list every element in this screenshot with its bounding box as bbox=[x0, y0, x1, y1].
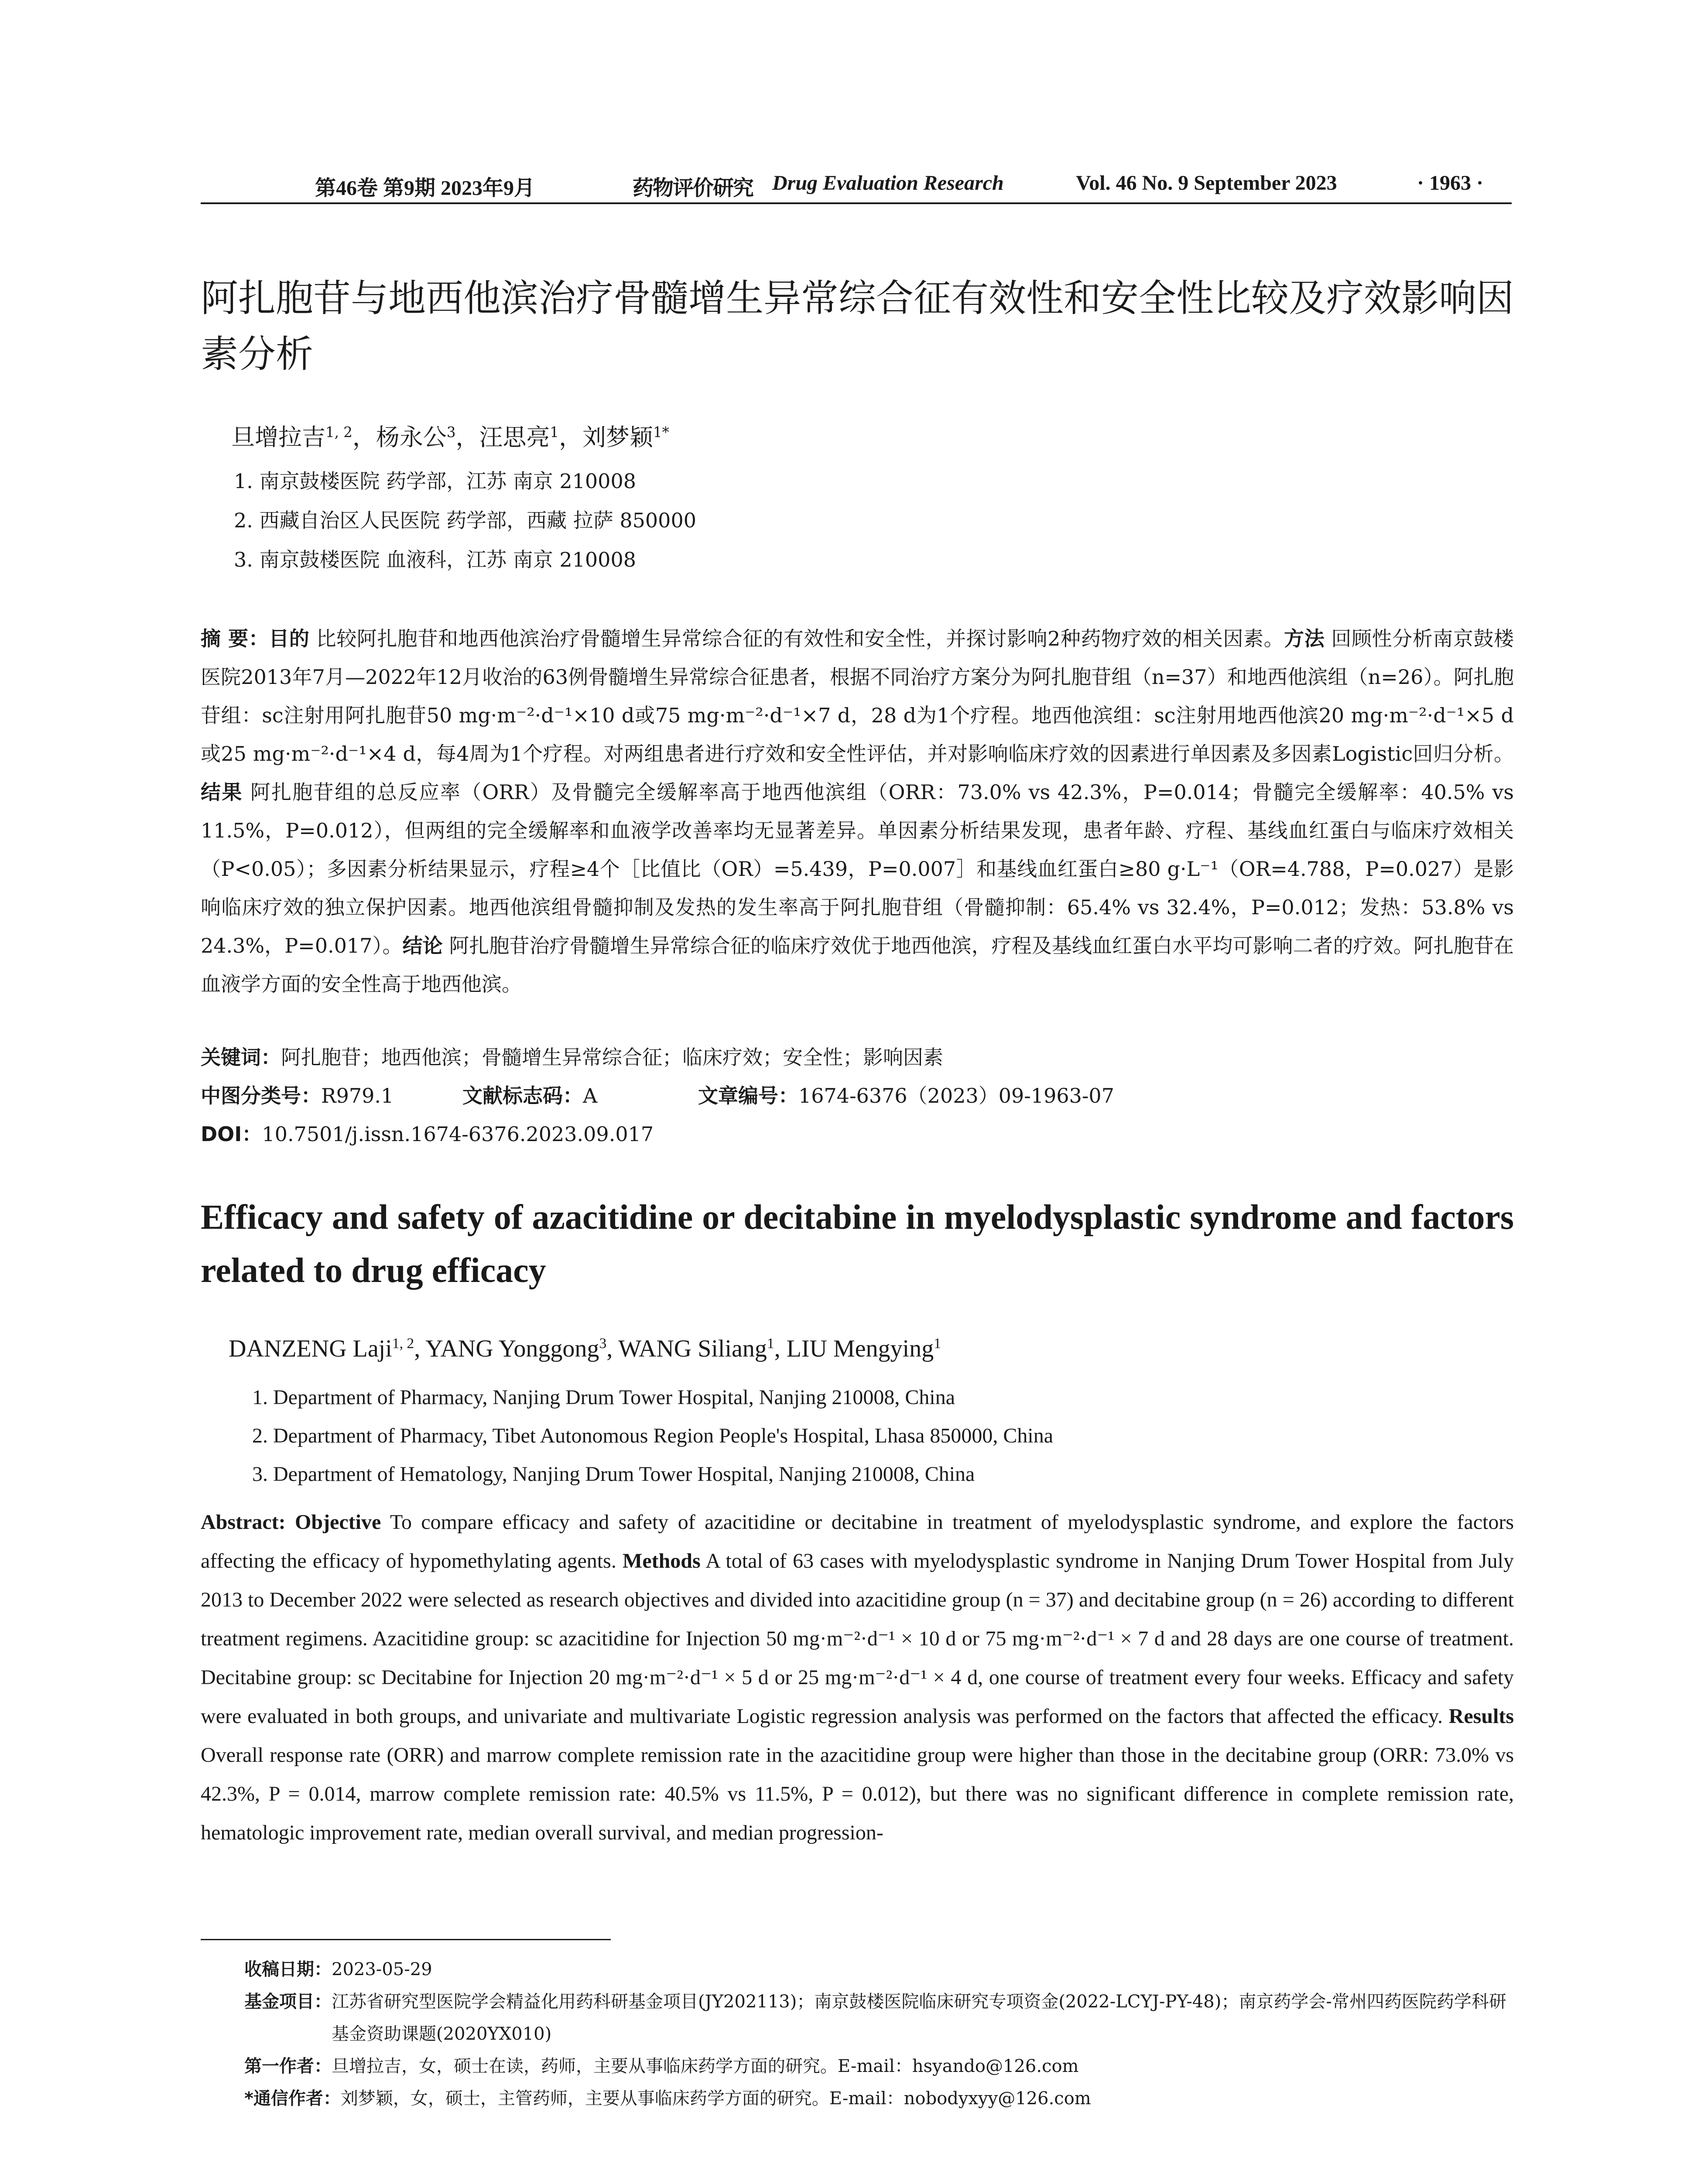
cn-objective-text: 比较阿扎胞苷和地西他滨治疗骨髓增生异常综合征的有效性和安全性，并探讨影响2种药物疗效的相关因素。 bbox=[316, 627, 1284, 650]
en-affiliation: 2. Department of Pharmacy, Tibet Autonomous Region People's Hospital, Lhasa 850000, China bbox=[252, 1424, 1054, 1447]
cn-author-name: 杨永公 bbox=[376, 424, 447, 451]
cn-affiliation: 3. 南京鼓楼医院 血液科，江苏 南京 210008 bbox=[234, 548, 636, 571]
en-methods-label: Methods bbox=[623, 1549, 701, 1573]
cn-keywords-label: 关键词： bbox=[201, 1046, 281, 1069]
cn-doi-label: DOI： bbox=[201, 1122, 262, 1146]
en-author-name: WANG Siliang bbox=[618, 1335, 767, 1362]
cn-classification: R979.1 bbox=[321, 1084, 394, 1108]
en-title: Efficacy and safety of azacitidine or decitabine in myelodysplastic syndrome and factors related to drug efficacy bbox=[201, 1198, 1514, 1290]
cn-keywords: 阿扎胞苷；地西他滨；骨髓增生异常综合征；临床疗效；安全性；影响因素 bbox=[281, 1046, 943, 1069]
footnote-label: 收稿日期： bbox=[244, 1959, 332, 1979]
cn-abstract-label: 摘 要： bbox=[201, 627, 269, 650]
en-author-affil-mark: 1, 2 bbox=[392, 1335, 414, 1352]
en-results-text: Overall response rate (ORR) and marrow complete remission rate in the azacitidine group were higher than those in the decitabine group (ORR: 73.0% vs 42.3%, P = 0.014, marrow complete remission rate: 40.5% vs 11.5%, P = 0.012), but there was no significant difference in complete remission rate, hematologic improvement rate, median overall survival, and median progression- bbox=[201, 1743, 1514, 1844]
en-affiliation: 3. Department of Hematology, Nanjing Drum Tower Hospital, Nanjing 210008, China bbox=[252, 1463, 975, 1486]
en-affiliation: 1. Department of Pharmacy, Nanjing Drum Tower Hospital, Nanjing 210008, China bbox=[252, 1386, 955, 1409]
cn-methods-label: 方法 bbox=[1284, 627, 1325, 650]
cn-author-name: 刘梦颖 bbox=[582, 424, 654, 451]
en-author-list: DANZENG Laji$^{1, 2}$, YANG Yonggong$^3$, WANG Siliang$^1$, LIU Mengying$^1$ bbox=[229, 1335, 941, 1362]
en-author-name: DANZENG Laji bbox=[229, 1335, 392, 1362]
cn-article-no: 1674-6376（2023）09-1963-07 bbox=[798, 1084, 1114, 1108]
cn-title: 阿扎胞苷与地西他滨治疗骨髓增生异常综合征有效性和安全性比较及疗效影响因素分析 bbox=[201, 277, 1514, 376]
cn-affiliation: 1. 南京鼓楼医院 药学部，江苏 南京 210008 bbox=[234, 469, 636, 493]
cn-conclusion-label: 结论 bbox=[402, 934, 443, 957]
header-journal-cn: 药物评价研究 bbox=[633, 176, 753, 200]
header-issue-cn: 第46卷 第9期 2023年9月 bbox=[315, 177, 535, 200]
cn-doc-code: A bbox=[583, 1084, 598, 1108]
en-author-affil-mark: 1 bbox=[934, 1335, 941, 1352]
cn-author-name: 旦增拉吉 bbox=[231, 424, 325, 451]
cn-abstract bbox=[201, 619, 1514, 1003]
cn-classification-label: 中图分类号： bbox=[201, 1084, 321, 1108]
cn-objective-label: 目的 bbox=[269, 627, 310, 650]
cn-author-list: 旦增拉吉$^{1, 2}$，杨永公$^3$，汪思亮$^1$，刘梦颖$^{1*}$ bbox=[231, 424, 669, 451]
en-objective-label: Objective bbox=[295, 1511, 381, 1534]
footnote-text: 2023-05-29 bbox=[332, 1959, 432, 1979]
en-abstract bbox=[201, 1503, 1514, 1852]
header-rule bbox=[201, 202, 1512, 204]
cn-author-affil-mark: 1, 2 bbox=[325, 424, 353, 441]
en-methods-text: A total of 63 cases with myelodysplastic syndrome in Nanjing Drum Tower Hospital from July 2013 to December 2022 were selected as research objectives and divided into azacitidine group (n = 37) and decitabine group (n = 26) according to different treatment regimens. Azacitidine group: sc azacitidine for Injection 50 mg·m⁻²·d⁻¹ × 10 d or 75 mg·m⁻²·d⁻¹ × 7 d and 28 days are one course of treatment. Decitabine group: sc Decitabine for Injection 20 mg·m⁻²·d⁻¹ × 5 d or 25 mg·m⁻²·d⁻¹ × 4 d, one course of treatment every four weeks. Efficacy and safety were evaluated in both groups, and univariate and multivariate Logistic regression analysis was performed on the factors that affected the efficacy. bbox=[201, 1549, 1514, 1728]
footnote-received bbox=[244, 1953, 1514, 1986]
footnote-funding bbox=[244, 1986, 1514, 2050]
cn-author-affil-mark: 1 bbox=[550, 424, 559, 441]
en-author-affil-mark: 3 bbox=[599, 1335, 607, 1352]
header-page-number: · 1963 · bbox=[1417, 171, 1484, 195]
cn-affiliations bbox=[234, 461, 696, 579]
cn-results-label: 结果 bbox=[201, 780, 243, 804]
cn-keywords-row bbox=[201, 1038, 1514, 1077]
cn-classification-row bbox=[201, 1077, 1514, 1115]
cn-results-text: 阿扎胞苷组的总反应率（ORR）及骨髓完全缓解率高于地西他滨组（ORR：73.0% vs 42.3%，P=0.014；骨髓完全缓解率：40.5% vs 11.5%，P=0.012），但两组的完全缓解率和血液学改善率均无显著差异。单因素分析结果发现，患者年龄、疗程、基线血红蛋白与临床疗效相关（P<0.05）；多因素分析结果显示，疗程≥4个［比值比（OR）=5.439，P=0.007］和基线血红蛋白≥80 g·L⁻¹（OR=4.788，P=0.027）是影响临床疗效的独立保护因素。地西他滨组骨髓抑制及发热的发生率高于阿扎胞苷组（骨髓抑制：65.4% vs 32.4%，P=0.012；发热：53.8% vs 24.3%，P=0.017）。 bbox=[201, 780, 1514, 957]
cn-author-name: 汪思亮 bbox=[479, 424, 550, 451]
footnote-first-author bbox=[244, 2050, 1514, 2082]
en-author-affil-mark: 1 bbox=[767, 1335, 774, 1352]
cn-doi-row bbox=[201, 1115, 1514, 1153]
footnote-text: 江苏省研究型医院学会精益化用药科研基金项目(JY202113)；南京鼓楼医院临床研究专项资金(2022-LCYJ-PY-48)；南京药学会-常州四药医院药学科研基金资助课题(2020YX010) bbox=[332, 1992, 1506, 2044]
header-volume-en: Vol. 46 No. 9 September 2023 bbox=[1076, 171, 1337, 195]
en-objective-text: To compare efficacy and safety of azacitidine or decitabine in treatment of myelodysplastic syndrome, and explore the factors affecting the efficacy of hypomethylating agents. bbox=[201, 1511, 1514, 1573]
footnote-text: 刘梦颖，女，硕士，主管药师，主要从事临床药学方面的研究。E-mail：nobodyxyy@126.com bbox=[340, 2089, 1091, 2109]
footnote-label: 基金项目： bbox=[244, 1992, 332, 2012]
footnote-label: 第一作者： bbox=[244, 2056, 332, 2076]
footnote-text: 旦增拉吉，女，硕士在读，药师，主要从事临床药学方面的研究。E-mail：hsyando@126.com bbox=[332, 2056, 1079, 2076]
cn-article-no-label: 文章编号： bbox=[698, 1084, 798, 1108]
header-journal-en: Drug Evaluation Research bbox=[772, 171, 1004, 195]
cn-doi: 10.7501/j.issn.1674-6376.2023.09.017 bbox=[262, 1122, 654, 1146]
en-results-label: Results bbox=[1448, 1705, 1514, 1728]
cn-methods-text: 回顾性分析南京鼓楼医院2013年7月—2022年12月收治的63例骨髓增生异常综合征患者，根据不同治疗方案分为阿扎胞苷组（n=37）和地西他滨组（n=26）。阿扎胞苷组：sc注射用阿扎胞苷50 mg·m⁻²·d⁻¹×10 d或75 mg·m⁻²·d⁻¹×7 d，28 d为1个疗程。地西他滨组：sc注射用地西他滨20 mg·m⁻²·d⁻¹×5 d或25 mg·m⁻²·d⁻¹×4 d，每4周为1个疗程。对两组患者进行疗效和安全性评估，并对影响临床疗效的因素进行单因素及多因素Logistic回归分析。 bbox=[201, 627, 1514, 766]
cn-author-affil-mark: 1* bbox=[653, 424, 669, 441]
cn-doc-code-label: 文献标志码： bbox=[462, 1084, 583, 1108]
en-author-name: LIU Mengying bbox=[786, 1335, 934, 1362]
running-header bbox=[201, 171, 1512, 200]
en-affiliations bbox=[252, 1378, 1053, 1494]
en-author-name: YANG Yonggong bbox=[425, 1335, 599, 1362]
cn-meta bbox=[201, 1038, 1514, 1153]
footnote-rule bbox=[201, 1939, 611, 1940]
cn-affiliation: 2. 西藏自治区人民医院 药学部，西藏 拉萨 850000 bbox=[234, 509, 696, 532]
footnotes bbox=[244, 1953, 1514, 2115]
cn-conclusion-text: 阿扎胞苷治疗骨髓增生异常综合征的临床疗效优于地西他滨，疗程及基线血红蛋白水平均可影响二者的疗效。阿扎胞苷在血液学方面的安全性高于地西他滨。 bbox=[201, 934, 1514, 996]
en-abstract-label: Abstract: bbox=[201, 1511, 286, 1534]
cn-author-affil-mark: 3 bbox=[446, 424, 456, 441]
footnote-label: *通信作者： bbox=[244, 2089, 341, 2109]
footnote-corresponding-author bbox=[244, 2082, 1514, 2115]
